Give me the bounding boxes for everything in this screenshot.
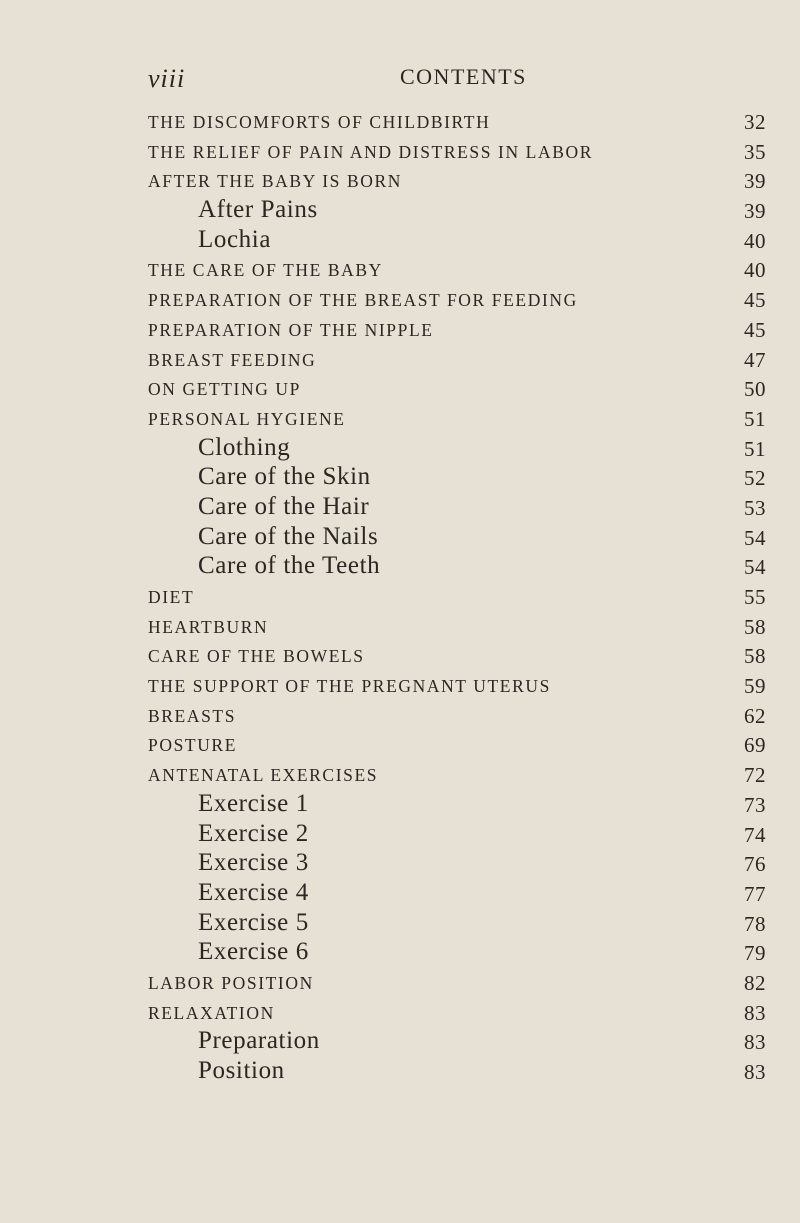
toc-entry-page: 40 [744,258,766,283]
toc-subentry [0,463,800,496]
toc-entry-page: 62 [744,703,766,728]
toc-entry-title: Exercise 2 [198,819,309,847]
toc-entry-page: 58 [744,614,766,639]
toc-entry [0,110,800,140]
toc-entry-page: 47 [744,347,766,372]
toc-entry-title: THE RELIEF OF PAIN AND DISTRESS IN LABOR [148,141,593,162]
table-of-contents [0,110,800,1090]
toc-entry-page: 78 [744,911,766,936]
toc-entry-title: Exercise 1 [198,789,309,817]
toc-subentry [0,552,800,585]
toc-entry [0,258,800,288]
toc-entry-page: 45 [744,288,766,313]
toc-entry-title: PERSONAL HYGIENE [148,408,346,429]
toc-entry-page: 83 [744,1060,766,1084]
toc-entry-title: Care of the Nails [198,522,379,550]
toc-entry-title: CARE OF THE BOWELS [148,646,365,667]
toc-entry [0,377,800,407]
toc-entry-page: 73 [744,792,766,817]
toc-subentry [0,433,800,467]
toc-entry-title: POSTURE [148,735,237,756]
toc-entry-page: 52 [744,466,766,491]
toc-entry-page: 77 [744,881,766,906]
toc-subentry [0,789,800,823]
toc-entry-page: 58 [744,644,766,669]
toc-entry-title: Exercise 6 [198,938,309,966]
toc-entry-page: 35 [744,139,766,164]
toc-entry-page: 39 [744,169,766,194]
toc-entry-title: DIET [148,587,195,607]
toc-subentry [0,878,800,912]
toc-entry-title: Clothing [198,433,291,461]
running-head: CONTENTS [400,64,527,89]
toc-entry [0,644,800,674]
toc-entry-title: AFTER THE BABY IS BORN [148,171,402,192]
toc-entry-page: 45 [744,317,766,342]
toc-entry-title: Exercise 3 [198,849,309,877]
toc-entry-page: 54 [744,555,766,580]
toc-entry [0,348,800,378]
toc-entry-title: THE DISCOMFORTS OF CHILDBIRTH [148,112,491,132]
toc-subentry [0,819,800,853]
toc-entry-title: Exercise 4 [198,878,309,906]
toc-entry-page: 79 [744,941,766,966]
toc-entry-page: 83 [744,1000,766,1025]
toc-entry-page: 76 [744,852,766,877]
toc-entry-title: Exercise 5 [198,908,309,936]
toc-entry-page: 40 [744,228,766,253]
toc-entry-title: Position [198,1057,285,1084]
toc-entry [0,971,800,1001]
page-header [0,58,800,98]
page-number: viii [148,64,186,93]
toc-entry [0,674,800,704]
toc-entry-title: BREAST FEEDING [148,349,317,370]
toc-entry-title: Lochia [198,225,272,253]
toc-subentry [0,849,800,882]
toc-entry-title: ANTENATAL EXERCISES [148,765,379,786]
toc-entry [0,733,800,763]
toc-entry-page: 51 [744,436,766,461]
toc-entry-title: Care of the Teeth [198,552,381,580]
toc-entry-page: 83 [744,1030,766,1055]
toc-entry [0,704,800,734]
toc-entry [0,140,800,170]
toc-entry [0,1001,800,1031]
toc-entry-title: Preparation [198,1027,320,1055]
toc-entry-page: 32 [744,110,766,134]
toc-entry-page: 59 [744,674,766,699]
toc-subentry [0,908,800,942]
toc-entry-title: PREPARATION OF THE NIPPLE [148,319,434,340]
toc-entry-page: 51 [744,406,766,431]
toc-entry-title: ON GETTING UP [148,379,302,400]
toc-entry-page: 69 [744,733,766,758]
toc-entry-title: After Pains [198,196,318,224]
toc-entry [0,615,800,645]
toc-entry-title: RELAXATION [148,1002,275,1023]
toc-subentry [0,1027,800,1060]
toc-entry [0,763,800,793]
toc-entry-page: 55 [744,585,766,609]
toc-entry-title: THE CARE OF THE BABY [148,260,383,281]
toc-entry [0,407,800,437]
toc-entry-page: 39 [744,199,766,224]
toc-entry-page: 53 [744,495,766,520]
toc-entry-page: 54 [744,525,766,550]
toc-entry-page: 72 [744,763,766,788]
toc-subentry [0,492,800,526]
toc-entry-title: BREASTS [148,705,237,726]
toc-entry-page: 50 [744,377,766,402]
toc-entry [0,288,800,318]
toc-subentry [0,1057,800,1090]
toc-subentry [0,938,800,971]
toc-entry-title: PREPARATION OF THE BREAST FOR FEEDING [148,290,578,311]
toc-entry-title: LABOR POSITION [148,972,314,993]
toc-entry-page: 74 [744,822,766,847]
toc-subentry [0,522,800,556]
toc-subentry [0,225,800,259]
toc-entry-title: HEARTBURN [148,616,269,637]
toc-entry-page: 82 [744,970,766,995]
toc-entry-title: THE SUPPORT OF THE PREGNANT UTERUS [148,676,551,697]
toc-subentry [0,196,800,229]
toc-entry-title: Care of the Hair [198,492,370,520]
toc-entry-title: Care of the Skin [198,463,371,491]
toc-entry [0,585,800,615]
toc-entry [0,318,800,348]
toc-entry [0,169,800,199]
